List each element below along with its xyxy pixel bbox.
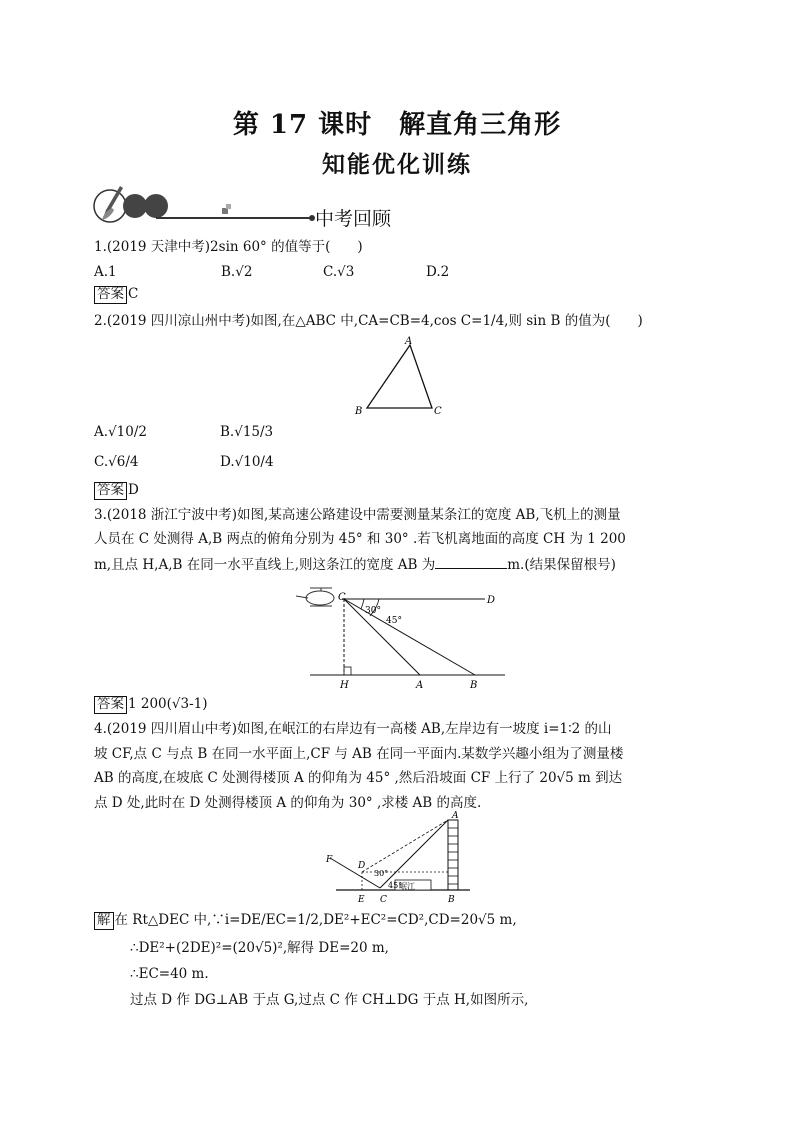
q4-building-figure bbox=[320, 810, 480, 906]
q3-line-2: 人员在 C 处测得 A,B 两点的俯角分别为 45° 和 30° .若飞机离地面的高度 CH 为 1 200 bbox=[94, 531, 626, 547]
label-e: E bbox=[358, 895, 365, 905]
angle-45: 45° bbox=[388, 881, 403, 890]
label-a: A bbox=[452, 811, 459, 821]
q4-line-3: AB 的高度,在坡底 C 处测得楼顶 A 的仰角为 45° ,然后沿坡面 CF 上行了 20√5 m 到达 bbox=[94, 770, 623, 786]
q1-answer bbox=[94, 286, 138, 304]
q1-option-c: C.√3 bbox=[323, 264, 355, 280]
page-subtitle: 知能优化训练 bbox=[322, 151, 472, 178]
angle-30: 30° bbox=[365, 606, 381, 616]
q2-option-d: D.√10/4 bbox=[220, 454, 274, 470]
q1-option-d: D.2 bbox=[426, 264, 450, 280]
q1-answer-value: C bbox=[128, 286, 139, 302]
q3-answer bbox=[94, 696, 208, 714]
q4-solution-line-1: 解 在 Rt△DEC 中,∵i=DE/EC=1/2,DE²+EC²=CD²,CD=20√5 m, bbox=[94, 908, 517, 932]
q2-triangle-figure bbox=[350, 335, 450, 420]
q4-line-1: 4.(2019 四川眉山中考)如图,在岷江的右岸边有一高楼 AB,左岸边有一坡度 i=1∶2 的山 bbox=[94, 721, 612, 737]
q1-stem: 1.(2019 天津中考)2sin 60° 的值等于( ) bbox=[94, 239, 363, 255]
angle-45: 45° bbox=[386, 616, 402, 626]
helicopter-icon bbox=[296, 588, 334, 606]
section-header-graphic bbox=[92, 182, 322, 230]
label-d: D bbox=[358, 861, 366, 871]
q2-option-a: A.√10/2 bbox=[94, 424, 147, 440]
river-label: 岷江 bbox=[399, 882, 415, 891]
answer-badge: 答案 bbox=[94, 482, 127, 500]
q4-line-2: 坡 CF,点 C 与点 B 在同一水平面上,CF 与 AB 在同一平面内.某数学兴趣小组为了测量楼 bbox=[94, 746, 624, 762]
q3-airplane-figure bbox=[290, 578, 510, 693]
q3-line-1: 3.(2018 浙江宁波中考)如图,某高速公路建设中需要测量某条江的宽度 AB,飞机上的测量 bbox=[94, 507, 621, 523]
answer-badge: 答案 bbox=[94, 286, 127, 304]
q4-solution-line-4: 过点 D 作 DG⊥AB 于点 G,过点 C 作 CH⊥DG 于点 H,如图所示, bbox=[130, 992, 529, 1008]
label-f: F bbox=[326, 855, 333, 865]
answer-badge: 答案 bbox=[94, 696, 127, 714]
page-title: 第 17 课时 解直角三角形 bbox=[232, 110, 562, 140]
angle-30: 30° bbox=[374, 869, 389, 878]
label-c: C bbox=[380, 895, 387, 905]
label-d: D bbox=[487, 595, 496, 606]
label-c: C bbox=[434, 406, 442, 417]
label-a: A bbox=[405, 336, 413, 347]
label-a: A bbox=[416, 680, 424, 691]
q4-solution-line-2: ∴DE²+(2DE)²=(20√5)²,解得 DE=20 m, bbox=[130, 940, 389, 956]
q2-stem: 2.(2019 四川凉山州中考)如图,在△ABC 中,CA=CB=4,cos C=1/4,则 sin B 的值为( ) bbox=[94, 313, 643, 329]
label-b: B bbox=[470, 680, 478, 691]
section-title: 中考回顾 bbox=[315, 208, 392, 230]
q3-line-3: m,且点 H,A,B 在同一水平直线上,则这条江的宽度 AB 为 m.(结果保留根号) bbox=[94, 557, 616, 573]
label-b: B bbox=[355, 406, 363, 417]
q4-solution-line-3: ∴EC=40 m. bbox=[130, 966, 209, 982]
q3-answer-value: 1 200(√3-1) bbox=[128, 696, 208, 712]
q3-answer-blank bbox=[435, 557, 507, 569]
q4-line-4: 点 D 处,此时在 D 处测得楼顶 A 的仰角为 30° ,求楼 AB 的高度. bbox=[94, 795, 482, 811]
label-b: B bbox=[448, 895, 455, 905]
dot-circle-icon bbox=[123, 194, 147, 218]
q2-answer bbox=[94, 482, 139, 500]
q2-option-c: C.√6/4 bbox=[94, 454, 139, 470]
solution-badge: 解 bbox=[94, 912, 114, 930]
label-c: C bbox=[338, 592, 346, 603]
q2-option-b: B.√15/3 bbox=[220, 424, 274, 440]
q1-option-a: A.1 bbox=[94, 264, 117, 280]
dot-circle-icon bbox=[144, 194, 168, 218]
q1-option-b: B.√2 bbox=[221, 264, 253, 280]
q2-answer-value: D bbox=[128, 482, 139, 498]
label-h: H bbox=[340, 680, 349, 691]
